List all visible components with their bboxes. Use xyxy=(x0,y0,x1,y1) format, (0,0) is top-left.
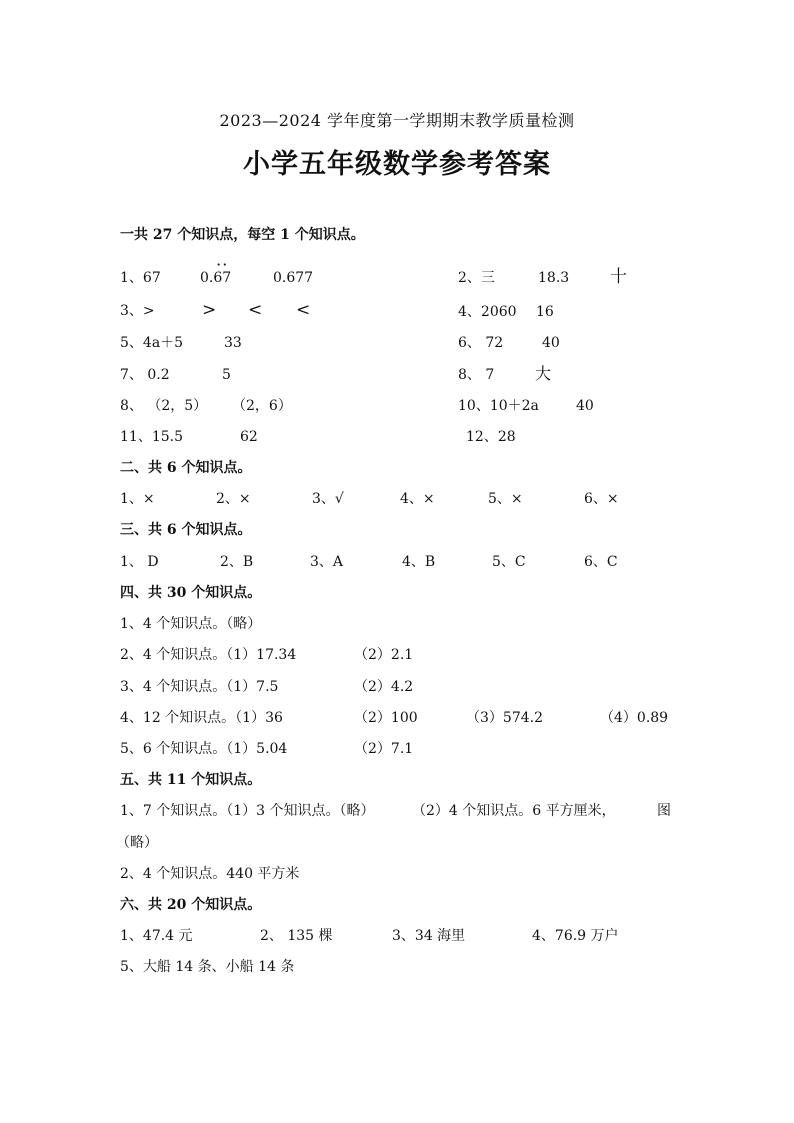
s4-r2-b: （2）2.1 xyxy=(354,647,414,663)
s1-r1-b-pre: 0. xyxy=(200,270,214,286)
section-1-heading: 一共 27 个知识点，每空 1 个知识点。 xyxy=(120,227,365,243)
s3-item: 6、C xyxy=(584,554,618,570)
section-3-heading: 三、共 6 个知识点。 xyxy=(120,522,252,538)
s1-r4-c: 8、 7 xyxy=(458,367,495,383)
s1-r1-a: 1、67 xyxy=(120,270,161,286)
section-6-heading: 六、共 20 个知识点。 xyxy=(120,897,262,913)
s1-r5-c: 10、10＋2a xyxy=(458,398,539,414)
s1-r5-a: 8、 （2，5） xyxy=(120,398,208,414)
s5-r1-a: 1、7 个知识点。（1）3 个知识点。（略） xyxy=(120,803,375,819)
s4-r4-b: （2）100 xyxy=(354,710,418,726)
s6-r1-b: 2、 135 棵 xyxy=(260,928,333,944)
section-4-heading: 四、共 30 个知识点。 xyxy=(120,585,262,601)
s3-item: 4、B xyxy=(402,554,436,570)
s1-r2-a: 3、> xyxy=(120,303,155,319)
s1-r2-d: < xyxy=(296,300,311,320)
s1-r6-b: 62 xyxy=(240,429,258,445)
s1-r3-c: 6、 72 xyxy=(458,335,504,351)
doc-title: 2023—2024 学年度第一学期期末教学质量检测 xyxy=(219,111,575,130)
s1-r2-f: 16 xyxy=(536,304,554,320)
s3-item: 2、B xyxy=(220,554,254,570)
s6-r1-d: 4、76.9 万户 xyxy=(532,928,619,944)
s1-r4-b: 5 xyxy=(222,367,231,383)
repeating-decimal: ·· 67 xyxy=(213,269,231,287)
s5-r1-b: （2）4 个知识点。6 平方厘米， xyxy=(412,803,616,819)
s1-r1-f: 十 xyxy=(610,267,627,287)
s4-r5-b: （2）7.1 xyxy=(354,741,414,757)
s4-r5-a: 5、6 个知识点。（1）5.04 xyxy=(120,741,288,757)
s4-r3-a: 3、4 个知识点。（1）7.5 xyxy=(120,679,279,695)
s4-r2-a: 2、4 个知识点。（1）17.34 xyxy=(120,647,297,663)
s2-item: 1、× xyxy=(120,491,155,507)
s4-r4-c: （3）574.2 xyxy=(466,710,543,726)
s3-item: 1、 D xyxy=(120,554,159,570)
s2-item: 5、× xyxy=(488,491,523,507)
s4-r4-a: 4、12 个知识点。（1）36 xyxy=(120,710,283,726)
s2-item: 4、× xyxy=(400,491,435,507)
s1-r5-d: 40 xyxy=(576,398,594,414)
s5-r2: 2、4 个知识点。440 平方米 xyxy=(120,866,300,882)
s1-r4-a: 7、 0.2 xyxy=(120,367,170,383)
s1-r5-b: （2，6） xyxy=(232,398,292,414)
s2-item: 3、√ xyxy=(312,491,344,507)
s5-r1-c: 图 xyxy=(657,803,671,819)
s1-r2-c: < xyxy=(248,300,263,320)
s1-r1-e: 18.3 xyxy=(538,270,570,286)
doc-subtitle: 小学五年级数学参考答案 xyxy=(243,149,551,180)
s6-r1-a: 1、47.4 元 xyxy=(120,928,193,944)
s4-r4-d: （4）0.89 xyxy=(600,710,669,726)
section-5-heading: 五、共 11 个知识点。 xyxy=(120,772,262,788)
s3-item: 5、C xyxy=(492,554,526,570)
section-2-heading: 二、共 6 个知识点。 xyxy=(120,460,252,476)
s3-item: 3、A xyxy=(310,554,344,570)
s6-r1-c: 3、34 海里 xyxy=(392,928,466,944)
s1-r2-e: 4、2060 xyxy=(458,304,517,320)
s1-r6-a: 11、15.5 xyxy=(120,429,183,445)
s1-r6-c: 12、28 xyxy=(466,429,516,445)
s1-r3-d: 40 xyxy=(542,335,560,351)
s4-r3-b: （2）4.2 xyxy=(354,679,414,695)
s6-r2: 5、大船 14 条、小船 14 条 xyxy=(120,959,295,975)
s1-r3-a: 5、4a＋5 xyxy=(120,335,184,351)
s5-r1-cont: （略） xyxy=(116,835,158,851)
s1-r2-b: > xyxy=(202,300,217,320)
s1-r1-c: 0.677 xyxy=(273,270,314,286)
s1-r1-d: 2、三 xyxy=(458,270,495,286)
s1-r3-b: 33 xyxy=(224,335,242,351)
s1-r1-b xyxy=(200,269,231,287)
s4-r1-a: 1、4 个知识点。（略） xyxy=(120,616,262,632)
s1-r4-d: 大 xyxy=(535,364,552,383)
s2-item: 2、× xyxy=(216,491,251,507)
s2-item: 6、× xyxy=(584,491,619,507)
